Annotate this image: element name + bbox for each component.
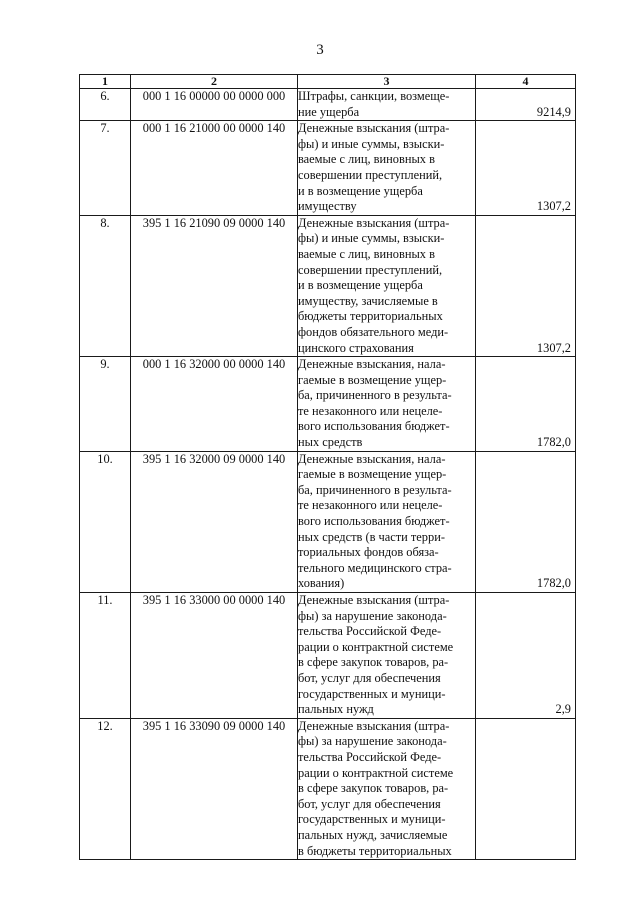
income-name-line: бот, услуг для обеспечения [298, 670, 441, 685]
income-name-line: фы) и иные суммы, взыски- [298, 231, 445, 246]
income-name [298, 357, 476, 452]
income-name [298, 121, 476, 216]
income-name-line: в сфере закупок товаров, ра- [298, 655, 449, 670]
income-name [298, 451, 476, 592]
income-name-line: гаемые в возмещение ущер- [298, 467, 447, 482]
amount-value: 2,9 [476, 593, 576, 719]
table-row [80, 718, 576, 859]
table-body [80, 89, 576, 860]
income-name-line: бот, услуг для обеспечения [298, 796, 441, 811]
income-name-line: фы) за нарушение законода- [298, 734, 447, 749]
amount-value: 1782,0 [476, 357, 576, 452]
row-number: 7. [80, 121, 131, 216]
header-col-2: 2 [131, 75, 298, 89]
income-name-line: Штрафы, санкции, возмеще- [298, 89, 450, 103]
row-number: 10. [80, 451, 131, 592]
income-name-line: тельства Российской Феде- [298, 624, 442, 639]
income-name-line: ба, причиненного в результа- [298, 388, 452, 403]
income-name-line: те незаконного или нецеле- [298, 498, 443, 513]
table-row [80, 593, 576, 719]
amount-value [476, 718, 576, 859]
income-name-line: имуществу, зачисляемые в [298, 293, 438, 308]
income-name [298, 593, 476, 719]
budget-classification-code: 395 1 16 32000 09 0000 140 [131, 451, 298, 592]
amount-value: 1307,2 [476, 215, 576, 356]
income-name [298, 718, 476, 859]
header-col-3: 3 [298, 75, 476, 89]
income-name-line: государственных и муници- [298, 812, 446, 827]
table-row [80, 451, 576, 592]
row-number: 6. [80, 89, 131, 121]
amount-value: 9214,9 [476, 89, 576, 121]
income-name-line: гаемые в возмещение ущер- [298, 372, 447, 387]
budget-classification-code: 000 1 16 21000 00 0000 140 [131, 121, 298, 216]
income-name-line: совершении преступлений, [298, 262, 443, 277]
income-name-line: фы) за нарушение законода- [298, 608, 447, 623]
income-name-line: ние ущерба [298, 104, 360, 119]
income-name-line: те незаконного или нецеле- [298, 403, 443, 418]
row-number: 12. [80, 718, 131, 859]
table-row [80, 357, 576, 452]
row-number: 11. [80, 593, 131, 719]
income-name-line: и в возмещение ущерба [298, 183, 423, 198]
income-name-line: имуществу [298, 199, 357, 214]
header-col-1: 1 [80, 75, 131, 89]
amount-value: 1307,2 [476, 121, 576, 216]
income-name-line: совершении преступлений, [298, 167, 443, 182]
income-name-line: хования) [298, 576, 345, 591]
income-name-line: ных средств (в части терри- [298, 529, 445, 544]
income-name [298, 215, 476, 356]
income-name-line: бюджеты территориальных [298, 309, 443, 324]
income-name-line: цинского страхования [298, 340, 414, 355]
income-name-line: в сфере закупок товаров, ра- [298, 781, 449, 796]
income-name-line: пальных нужд, зачисляемые [298, 827, 448, 842]
income-name-line: тельства Российской Феде- [298, 749, 442, 764]
income-name-line: рации о контрактной системе [298, 765, 454, 780]
row-number: 8. [80, 215, 131, 356]
income-name-line: ториальных фондов обяза- [298, 545, 439, 560]
income-name-line: ваемые с лиц, виновных в [298, 246, 435, 261]
income-name-line: Денежные взыскания (штра- [298, 593, 450, 607]
table-row [80, 121, 576, 216]
income-name-line: Денежные взыскания (штра- [298, 121, 450, 136]
income-name-line: государственных и муници- [298, 686, 446, 701]
income-name-line: тельного медицинского стра- [298, 560, 452, 575]
income-name-line: рации о контрактной системе [298, 639, 454, 654]
income-name [298, 89, 476, 121]
table-row [80, 89, 576, 121]
row-number: 9. [80, 357, 131, 452]
income-name-line: в бюджеты территориальных [298, 843, 452, 858]
income-name-line: Денежные взыскания (штра- [298, 718, 450, 733]
page-number: 3 [316, 42, 324, 58]
budget-classification-code: 000 1 16 32000 00 0000 140 [131, 357, 298, 452]
budget-classification-code: 395 1 16 33090 09 0000 140 [131, 718, 298, 859]
amount-value: 1782,0 [476, 451, 576, 592]
budget-classification-code: 395 1 16 33000 00 0000 140 [131, 593, 298, 719]
income-name-line: Денежные взыскания (штра- [298, 215, 450, 230]
budget-classification-code: 395 1 16 21090 09 0000 140 [131, 215, 298, 356]
income-name-line: фы) и иные суммы, взыски- [298, 136, 445, 151]
table-row [80, 215, 576, 356]
income-name-line: вого использования бюджет- [298, 514, 450, 529]
income-name-line: пальных нужд [298, 702, 374, 717]
income-name-line: Денежные взыскания, нала- [298, 357, 446, 372]
income-name-line: вого использования бюджет- [298, 419, 450, 434]
table-header-row [80, 75, 576, 89]
income-name-line: ваемые с лиц, виновных в [298, 152, 435, 167]
income-name-line: и в возмещение ущерба [298, 278, 423, 293]
income-name-line: фондов обязательного меди- [298, 324, 449, 339]
budget-classification-code: 000 1 16 00000 00 0000 000 [131, 89, 298, 121]
income-name-line: ных средств [298, 435, 363, 450]
income-name-line: Денежные взыскания, нала- [298, 451, 446, 466]
income-name-line: ба, причиненного в результа- [298, 482, 452, 497]
budget-income-table [79, 74, 576, 860]
header-col-4: 4 [476, 75, 576, 89]
